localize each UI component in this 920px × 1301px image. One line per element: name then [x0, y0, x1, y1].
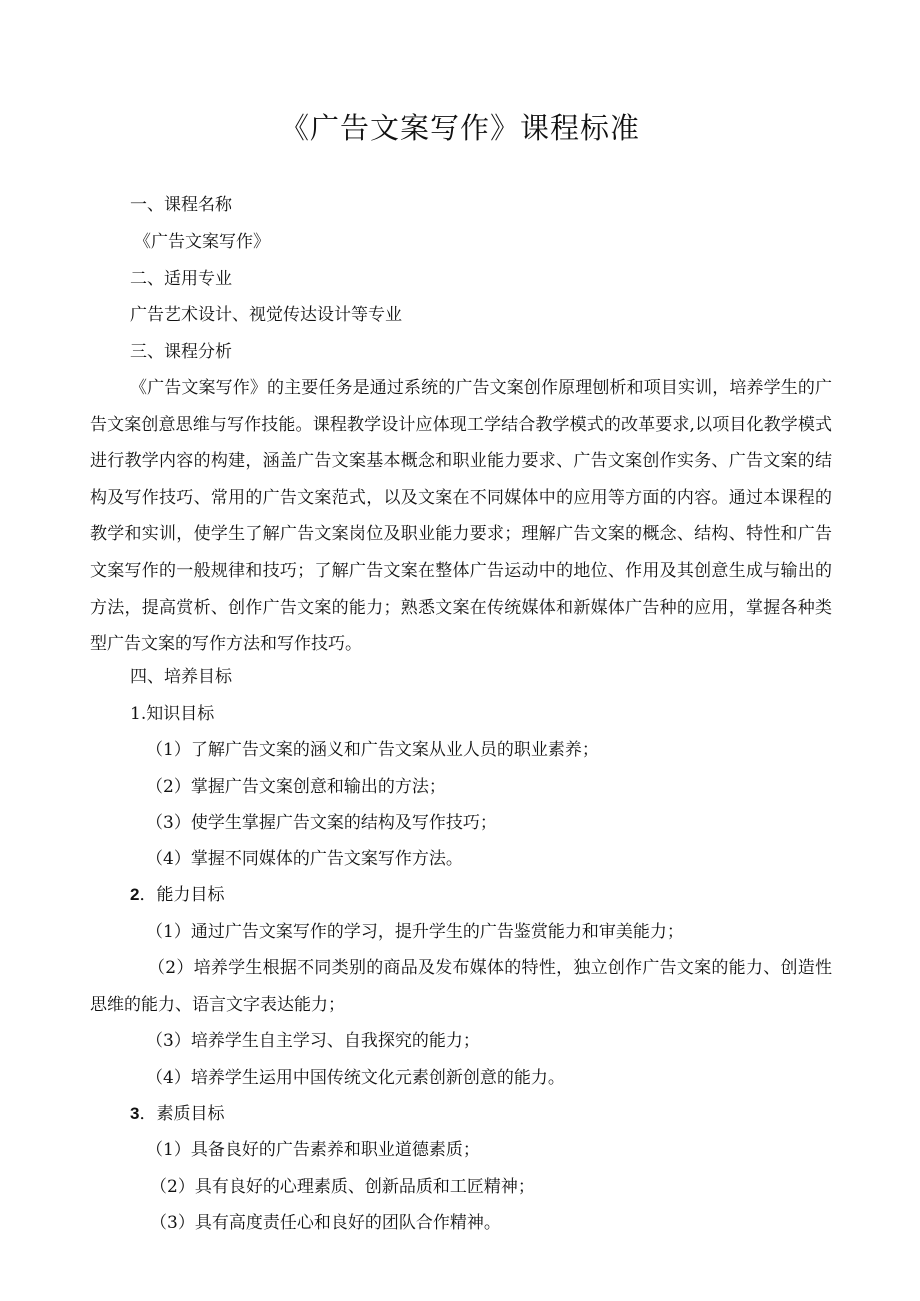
knowledge-goals-heading: 1.知识目标 — [130, 704, 215, 724]
ability-goals-number: 2 — [130, 885, 140, 904]
quality-goals-heading — [130, 1102, 224, 1126]
section-heading-training-goals: 四、培养目标 — [130, 667, 232, 687]
section-heading-applicable-major: 二、适用专业 — [130, 269, 232, 289]
section-heading-course-analysis: 三、课程分析 — [130, 342, 232, 362]
ability-goal-item: （2）培养学生根据不同类别的商品及发布媒体的特性，独立创作广告文案的能力、创造性思维的能力、语言文字表达能力； — [90, 958, 832, 1015]
ability-goals-heading — [130, 883, 224, 907]
ability-goal-item: （3）培养学生自主学习、自我探究的能力； — [146, 1031, 480, 1051]
ability-goals-label: ．能力目标 — [139, 885, 225, 905]
section-heading-course-name: 一、课程名称 — [130, 195, 232, 215]
applicable-major-text: 广告艺术设计、视觉传达设计等专业 — [130, 305, 402, 325]
quality-goal-item: （2）具有良好的心理素质、创新品质和工匠精神； — [150, 1177, 535, 1197]
ability-goal-item: （1）通过广告文案写作的学习，提升学生的广告鉴赏能力和审美能力； — [146, 922, 684, 942]
document-title: 《广告文案写作》课程标准 — [279, 111, 640, 145]
quality-goals-label: ．素质目标 — [139, 1104, 225, 1124]
knowledge-goal-item: （2）掌握广告文案创意和输出的方法； — [146, 777, 446, 797]
quality-goals-number: 3 — [130, 1104, 140, 1123]
course-name-text: 《广告文案写作》 — [134, 232, 270, 252]
knowledge-goal-item: （3）使学生掌握广告文案的结构及写作技巧； — [146, 813, 497, 833]
quality-goal-item: （3）具有高度责任心和良好的团队合作精神。 — [150, 1213, 501, 1233]
knowledge-goal-item: （1）了解广告文案的涵义和广告文案从业人员的职业素养； — [146, 740, 599, 760]
ability-goal-item: （4）培养学生运用中国传统文化元素创新创意的能力。 — [146, 1068, 565, 1088]
knowledge-goal-item: （4）掌握不同媒体的广告文案写作方法。 — [146, 849, 463, 869]
course-analysis-paragraph: 《广告文案写作》的主要任务是通过系统的广告文案创作原理刨析和项目实训，培养学生的广告文案创意思维与写作技能。课程教学设计应体现工学结合教学模式的改革要求,以项目化教学模式进行教学内容的构建，涵盖广告文案基本概念和职业能力要求、广告文案创作实务、广告文案的结构及写作技巧、常用的广告文案范式，以及文案在不同媒体中的应用等方面的内容。通过本课程的教学和实训，使学生了解广告文案岗位及职业能力要求；理解广告文案的概念、结构、特性和广告文案写作的一般规律和技巧；了解广告文案在整体广告运动中的地位、作用及其创意生成与输出的方法，提高赏析、创作广告文案的能力；熟悉文案在传统媒体和新媒体广告种的应用，掌握各种类型广告文案的写作方法和写作技巧。 — [90, 378, 832, 655]
quality-goal-item: （1）具备良好的广告素养和职业道德素质； — [146, 1140, 480, 1160]
